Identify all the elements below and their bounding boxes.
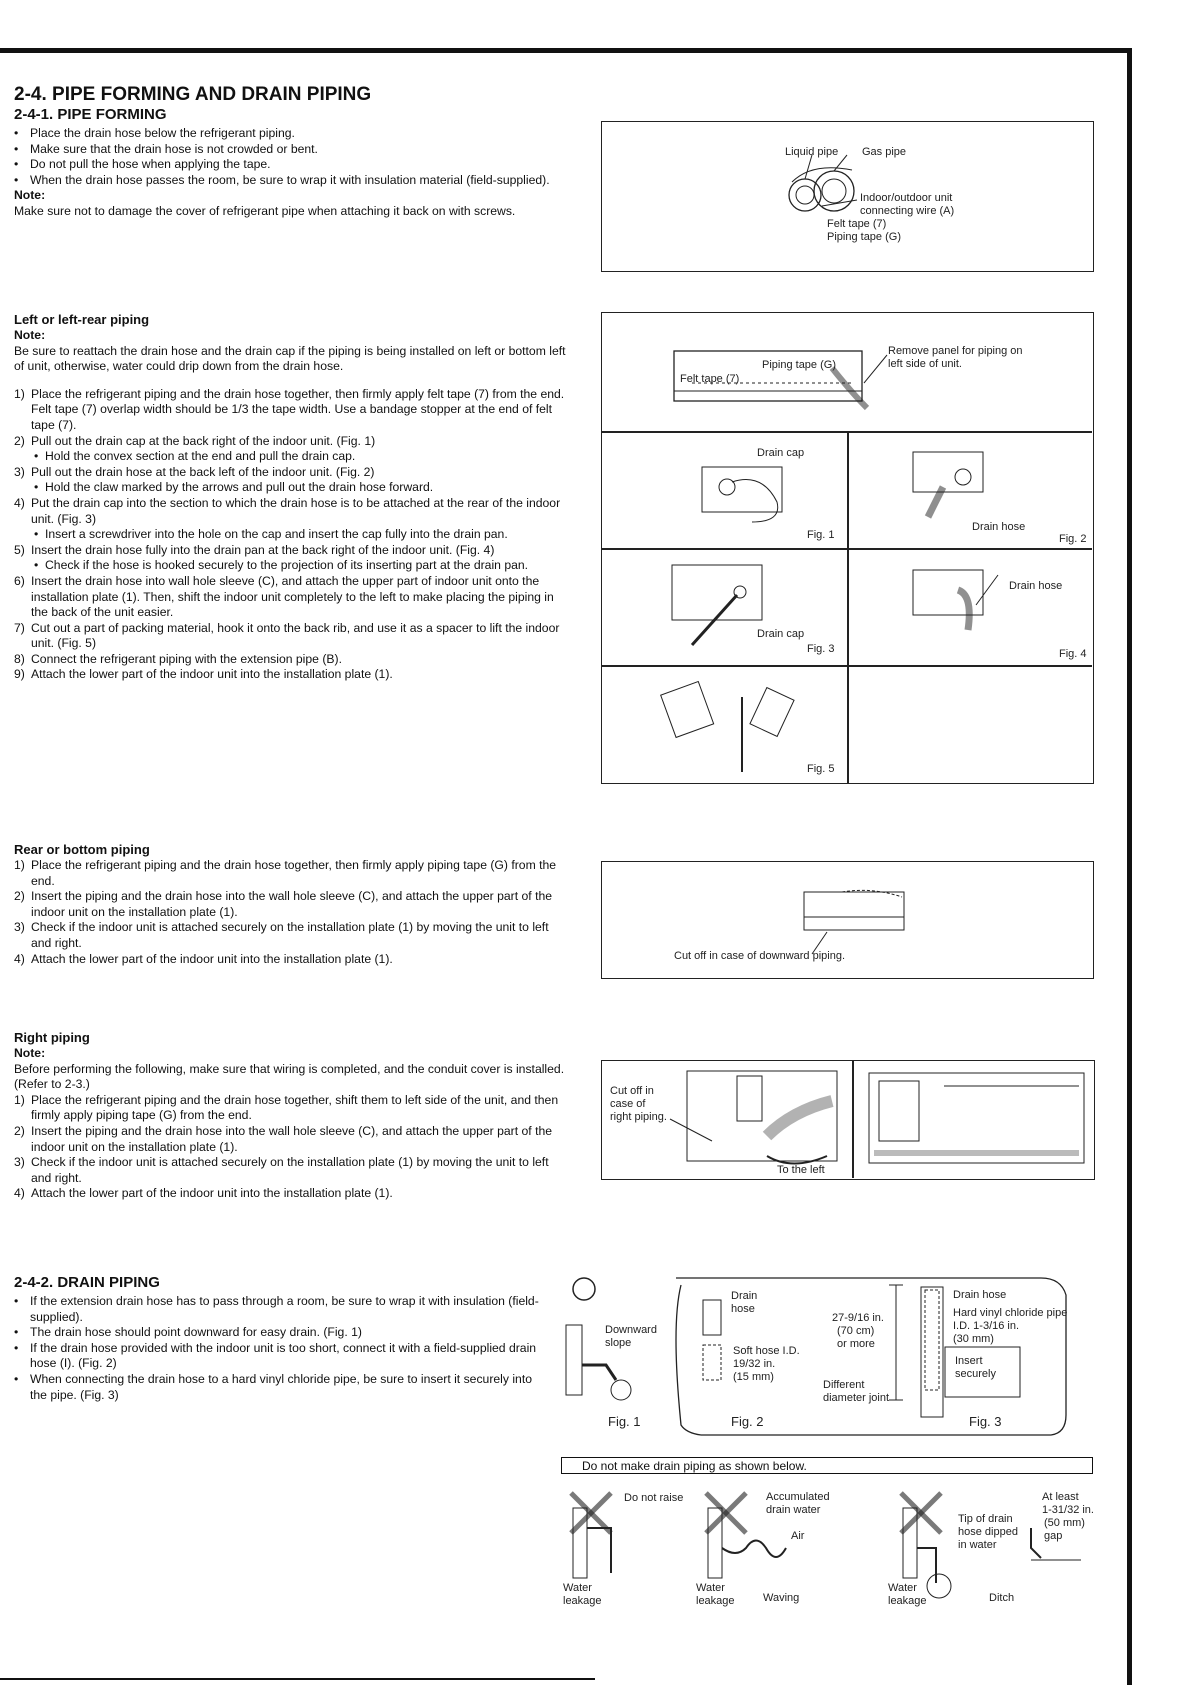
- cross-icon: [901, 1493, 941, 1533]
- label-soft-hose: Soft hose I.D.: [733, 1345, 800, 1357]
- label-hard-vinyl-3: (30 mm): [953, 1333, 994, 1345]
- step-item: [14, 920, 570, 951]
- label-gap: gap: [1044, 1530, 1063, 1542]
- label-wire: Indoor/outdoor unit: [860, 192, 953, 204]
- figure-bad-examples: [561, 1488, 1101, 1608]
- fig-2-caption: Fig. 2: [731, 1414, 764, 1429]
- step-item: [14, 465, 570, 496]
- section-2-4-2-heading: 2-4-2. DRAIN PIPING: [14, 1274, 160, 1291]
- step-item: [14, 496, 570, 543]
- cross-icon: [706, 1493, 746, 1533]
- label-felt-tape: Felt tape (7): [680, 373, 740, 385]
- step-text: Place the refrigerant piping and the drain hose together, then firmly apply piping tape (G) from the end.: [31, 858, 557, 888]
- step-number: 6): [14, 573, 25, 588]
- label-insert: Insert: [955, 1355, 983, 1367]
- right-rule: [1127, 48, 1132, 1685]
- left-piping-heading: Left or left-rear piping: [14, 312, 150, 327]
- step-sub-bullet: • Hold the convex section at the end and pull the drain cap.: [31, 449, 570, 465]
- step-item: [14, 1124, 570, 1155]
- label-soft-hose-2: 19/32 in.: [733, 1358, 776, 1370]
- step-item: [14, 952, 570, 968]
- bullet: • Place the drain hose below the refrigerant piping.: [14, 126, 570, 142]
- note-text: Be sure to reattach the drain hose and the drain cap if the piping is being installed on left or bottom left of unit, otherwise, water could drip down from the drain hose.: [14, 343, 566, 374]
- label-at-least: At least: [1042, 1491, 1079, 1503]
- fig-2-caption: Fig. 2: [1059, 533, 1087, 545]
- step-item: [14, 889, 570, 920]
- step-item: [14, 1186, 570, 1202]
- step-text: Pull out the drain hose at the back left of the indoor unit. (Fig. 2): [31, 464, 375, 479]
- step-item: [14, 574, 570, 621]
- fig-1-caption: Fig. 1: [807, 529, 835, 541]
- step-item: [14, 621, 570, 652]
- step-item: [14, 652, 570, 668]
- step-number: 1): [14, 1092, 25, 1107]
- step-number: 2): [14, 1123, 25, 1138]
- step-item: [14, 387, 570, 434]
- label-hard-vinyl: Hard vinyl chloride pipe: [953, 1307, 1068, 1319]
- figure-drain-piping: [561, 1275, 1097, 1440]
- step-sub-bullet: • Check if the hose is hooked securely to the projection of its inserting part at the drain pan.: [31, 558, 570, 574]
- step-text: Connect the refrigerant piping with the extension pipe (B).: [31, 651, 342, 666]
- note-label: Note:: [14, 1046, 46, 1060]
- label-leakage: leakage: [888, 1595, 927, 1607]
- label-hose: hose: [731, 1303, 755, 1315]
- step-item: [14, 1093, 570, 1124]
- label-drain-hose: Drain hose: [972, 521, 1026, 533]
- label-hard-vinyl-2: I.D. 1-3/16 in.: [953, 1320, 1020, 1332]
- step-number: 9): [14, 667, 25, 682]
- fig-1-caption: Fig. 1: [608, 1414, 641, 1429]
- label-cut-off: Cut off in: [610, 1085, 654, 1097]
- label-water: Water: [696, 1582, 725, 1594]
- figure-pipe-cross-section: [601, 121, 1094, 272]
- note-text: Before performing the following, make sure that wiring is completed, and the conduit cover is installed. (Refer to 2-3.): [14, 1061, 565, 1092]
- label-drain-water: drain water: [766, 1504, 821, 1516]
- step-number: 4): [14, 951, 25, 966]
- step-item: [14, 1155, 570, 1186]
- step-extra: Felt tape (7) overlap width should be 1/3 the tape width. Use a bandage stopper at the end of felt tape (7).: [31, 402, 553, 432]
- note-label: Note:: [14, 188, 46, 203]
- label-at-least-3: (50 mm): [1044, 1517, 1085, 1529]
- label-wire-2: connecting wire (A): [860, 205, 955, 217]
- label-drain-hose: Drain hose: [953, 1289, 1007, 1301]
- label-ditch: Ditch: [989, 1592, 1015, 1604]
- label-air: Air: [791, 1530, 805, 1542]
- fig-4-caption: Fig. 4: [1059, 648, 1087, 660]
- section-2-4-1-heading: 2-4-1. PIPE FORMING: [14, 106, 167, 123]
- step-item: [14, 667, 570, 683]
- step-text: Place the refrigerant piping and the drain hose together, shift them to left side of the unit, and then firmly apply piping tape (G) from the end.: [31, 1092, 559, 1123]
- fig-3-caption: Fig. 3: [807, 643, 835, 655]
- section-2-4-1-body: [14, 126, 570, 220]
- step-text: Attach the lower part of the indoor unit into the installation plate (1).: [31, 951, 393, 966]
- step-text: Place the refrigerant piping and the drain hose together, then firmly apply felt tape (7) from the end.: [31, 386, 565, 401]
- step-text: Put the drain cap into the section to which the drain hose is to be attached at the rear of the indoor unit. (Fig. 3): [31, 495, 561, 526]
- label-cut-off-3: right piping.: [610, 1111, 667, 1123]
- bullet: • When connecting the drain hose to a hard vinyl chloride pipe, be sure to insert it securely into the pipe. (Fig. 3): [14, 1372, 544, 1403]
- label-felt-tape: Felt tape (7): [827, 218, 887, 230]
- fig-5-caption: Fig. 5: [807, 763, 835, 775]
- step-number: 5): [14, 542, 25, 557]
- step-text: Insert the drain hose fully into the drain pan at the back right of the indoor unit. (Fig. 4): [31, 542, 495, 557]
- right-piping-heading: Right piping: [14, 1030, 90, 1045]
- label-remove-panel: Remove panel for piping on: [888, 345, 1023, 357]
- step-text: Attach the lower part of the indoor unit into the installation plate (1).: [31, 667, 393, 682]
- step-number: 8): [14, 651, 25, 666]
- label-leakage: leakage: [563, 1595, 602, 1607]
- step-number: 7): [14, 620, 25, 635]
- label-length-2: (70 cm): [837, 1325, 875, 1337]
- step-item: [14, 434, 570, 465]
- bullet: • If the drain hose provided with the indoor unit is too short, connect it with a field-supplied drain hose (I). (Fig. 2): [14, 1341, 544, 1372]
- label-downward: Downward: [605, 1324, 657, 1336]
- label-different: Different: [823, 1379, 865, 1391]
- step-number: 2): [14, 433, 25, 448]
- page-title: 2-4. PIPE FORMING AND DRAIN PIPING: [14, 84, 372, 105]
- label-length-3: or more: [837, 1338, 875, 1350]
- label-drain-cap: Drain cap: [757, 447, 805, 459]
- bullet: • If the extension drain hose has to pass through a room, be sure to wrap it with insulation (field-supplied).: [14, 1294, 544, 1325]
- step-sub-bullet: • Hold the claw marked by the arrows and pull out the drain hose forward.: [31, 480, 570, 496]
- step-number: 3): [14, 464, 25, 479]
- label-do-not-raise: Do not raise: [624, 1492, 684, 1504]
- label-tip-of-drain: Tip of drain: [958, 1513, 1013, 1525]
- note-text: Make sure not to damage the cover of refrigerant pipe when attaching it back on with screws.: [14, 203, 516, 218]
- label-securely: securely: [955, 1368, 996, 1380]
- step-sub-bullet: • Insert a screwdriver into the hole on the cap and insert the cap fully into the drain pan.: [31, 527, 570, 543]
- step-item: [14, 543, 570, 574]
- label-cut-off-downward: Cut off in case of downward piping.: [674, 950, 846, 962]
- step-number: 1): [14, 858, 25, 872]
- label-remove-panel-2: left side of unit.: [888, 358, 962, 370]
- label-piping-tape: Piping tape (G): [827, 231, 901, 243]
- label-drain-hose: Drain hose: [1009, 580, 1063, 592]
- label-length: 27-9/16 in.: [832, 1312, 884, 1324]
- step-text: Pull out the drain cap at the back right of the indoor unit. (Fig. 1): [31, 433, 376, 448]
- step-number: 3): [14, 1155, 25, 1170]
- bottom-rule: [0, 1678, 595, 1680]
- label-accumulated: Accumulated: [766, 1491, 830, 1503]
- figure-rear-piping: [601, 861, 1094, 979]
- right-piping-body: [14, 1046, 570, 1202]
- label-leakage: leakage: [696, 1595, 735, 1607]
- step-number: 1): [14, 386, 25, 401]
- step-text: Check if the indoor unit is attached securely on the installation plate (1) by moving the unit to left and right.: [31, 920, 549, 950]
- label-soft-hose-3: (15 mm): [733, 1371, 774, 1383]
- step-text: Cut out a part of packing material, hook it onto the back rib, and use it as a spacer to lift the indoor unit. (Fig. 5): [31, 620, 560, 651]
- label-drain: Drain: [731, 1290, 758, 1302]
- label-gas-pipe: Gas pipe: [862, 146, 907, 158]
- note-label: Note:: [14, 328, 46, 342]
- step-number: 2): [14, 889, 25, 904]
- step-text: Insert the drain hose into wall hole sleeve (C), and attach the upper part of indoor unit onto the installation plate (1). Then, shift the indoor unit completely to the left to make placing the piping in the back of the unit easier.: [31, 573, 554, 620]
- label-at-least-2: 1-31/32 in.: [1042, 1504, 1094, 1516]
- label-diameter-joint: diameter joint: [823, 1392, 890, 1404]
- label-slope: slope: [605, 1337, 632, 1349]
- label-in-water: in water: [958, 1539, 997, 1551]
- figure-left-piping: [601, 312, 1094, 784]
- label-drain-cap: Drain cap: [757, 628, 805, 640]
- bullet: • When the drain hose passes the room, be sure to wrap it with insulation material (field-supplied).: [14, 173, 570, 189]
- figure-right-piping: [601, 1060, 1095, 1180]
- rear-piping-heading: Rear or bottom piping: [14, 842, 150, 857]
- label-piping-tape: Piping tape (G): [762, 359, 836, 371]
- fig-3-caption: Fig. 3: [969, 1414, 1002, 1429]
- bullet: • Make sure that the drain hose is not crowded or bent.: [14, 142, 570, 158]
- label-hose-dipped: hose dipped: [958, 1526, 1018, 1538]
- label-to-the-left: To the left: [777, 1164, 825, 1176]
- left-piping-body: [14, 328, 570, 683]
- warning-banner: Do not make drain piping as shown below.: [561, 1457, 1093, 1474]
- step-text: Attach the lower part of the indoor unit into the installation plate (1).: [31, 1186, 393, 1201]
- label-water: Water: [563, 1582, 592, 1594]
- bullet: • Do not pull the hose when applying the tape.: [14, 157, 570, 173]
- section-2-4-2-body: [14, 1294, 544, 1403]
- step-text: Insert the piping and the drain hose into the wall hole sleeve (C), and attach the upper part of the indoor unit on the installation plate (1).: [31, 889, 553, 919]
- label-cut-off-2: case of: [610, 1098, 646, 1110]
- top-rule: [0, 48, 1132, 53]
- step-text: Insert the piping and the drain hose into the wall hole sleeve (C), and attach the upper part of the indoor unit on the installation plate (1).: [31, 1123, 553, 1154]
- label-liquid-pipe: Liquid pipe: [785, 146, 839, 158]
- step-item: [14, 858, 570, 889]
- label-waving: Waving: [763, 1592, 800, 1604]
- step-text: Check if the indoor unit is attached securely on the installation plate (1) by moving the unit to left and right.: [31, 1155, 549, 1185]
- step-number: 4): [14, 495, 25, 510]
- step-number: 3): [14, 920, 25, 935]
- bullet: • The drain hose should point downward for easy drain. (Fig. 1): [14, 1325, 544, 1341]
- rear-piping-body: [14, 858, 570, 967]
- label-water: Water: [888, 1582, 917, 1594]
- step-number: 4): [14, 1186, 25, 1201]
